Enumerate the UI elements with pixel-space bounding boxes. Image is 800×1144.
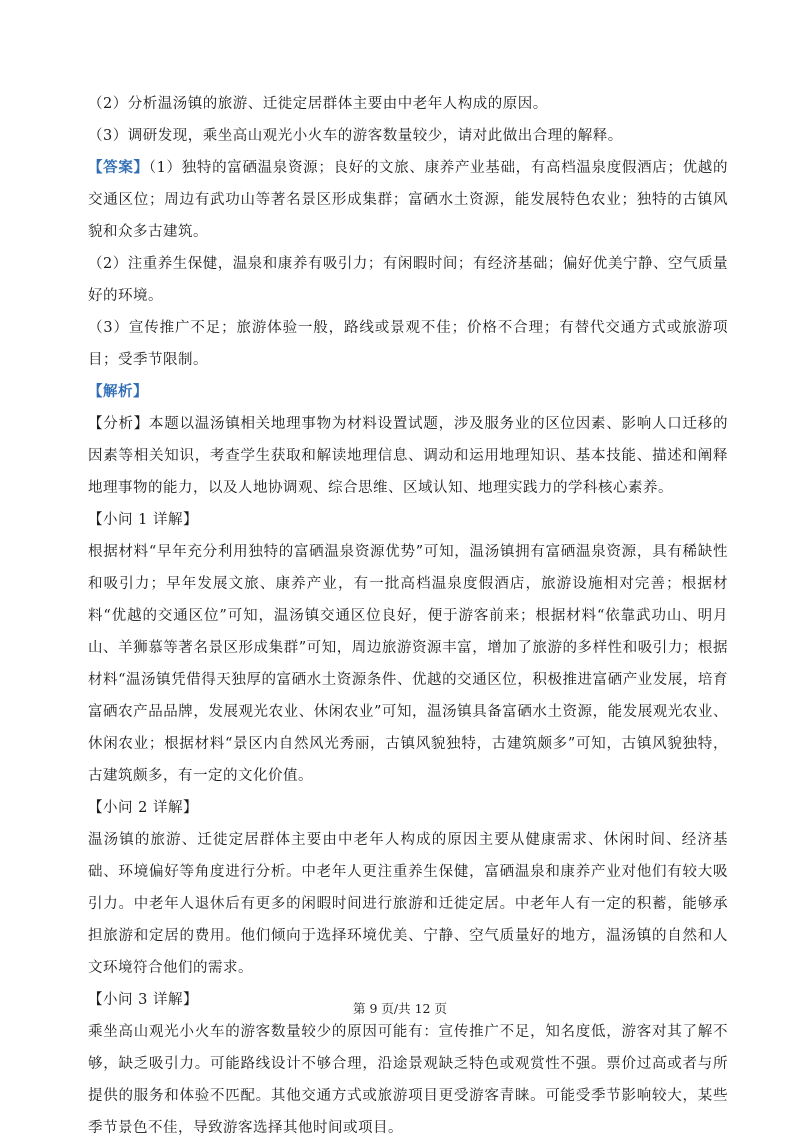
subquestion-2-title: 【小问 2 详解】 xyxy=(88,800,198,816)
answer-part-1 xyxy=(88,152,728,248)
answer-part-3: （3）宣传推广不足；旅游体验一般，路线或景观不佳；价格不合理；有替代交通方式或旅游项目；受季节限制。 xyxy=(88,320,728,368)
subquestion-2-detail: 温汤镇的旅游、迁徙定居群体主要由中老年人构成的原因主要从健康需求、休闲时间、经济基础、环境偏好等角度进行分析。中老年人更注重养生保健，富硒温泉和康养产业对他们有较大吸引力。中老年人退休后有更多的闲暇时间进行旅游和迁徙定居。中老年人有一定的积蓄，能够承担旅游和定居的费用。他们倾向于选择环境优美、宁静、空气质量好的地方，温汤镇的自然和人文环境符合他们的需求。 xyxy=(88,832,728,976)
document-body xyxy=(88,88,728,1144)
question-3: （3）调研发现，乘坐高山观光小火车的游客数量较少，请对此做出合理的解释。 xyxy=(88,128,623,144)
answer-tag: 【答案】 xyxy=(88,159,149,176)
subquestion-3-detail: 乘坐高山观光小火车的游客数量较少的原因可能有：宣传推广不足，知名度低，游客对其了解不够，缺乏吸引力。可能路线设计不够合理，沿途景观缺乏特色或观赏性不强。票价过高或者与所提供的服务和体验不匹配。其他交通方式或旅游项目更受游客青睐。可能受季节影响较大，某些季节景色不佳，导致游客选择其他时间或项目。 xyxy=(88,1024,728,1136)
analysis-overview: 【分析】本题以温汤镇相关地理事物为材料设置试题，涉及服务业的区位因素、影响人口迁移的因素等相关知识，考查学生获取和解读地理信息、调动和运用地理知识、基本技能、描述和阐释地理事物的能力，以及人地协调观、综合思维、区域认知、地理实践力的学科核心素养。 xyxy=(88,416,728,496)
subquestion-1-detail: 根据材料“早年充分利用独特的富硒温泉资源优势”可知，温汤镇拥有富硒温泉资源，具有稀缺性和吸引力；早年发展文旅、康养产业，有一批高档温泉度假酒店，旅游设施相对完善；根据材料“优越的交通区位”可知，温汤镇交通区位良好，便于游客前来；根据材料“依靠武功山、明月山、羊狮慕等著名景区形成集群”可知，周边旅游资源丰富，增加了旅游的多样性和吸引力；根据材料“温汤镇凭借得天独厚的富硒水土资源条件、优越的交通区位，积极推进富硒产业发展，培育富硒农产品品牌，发展观光农业、休闲农业”可知，温汤镇具备富硒水土资源，能发展观光农业、休闲农业；根据材料“景区内自然风光秀丽，古镇风貌独特，古建筑颇多”可知，古镇风貌独特，古建筑颇多，有一定的文化价值。 xyxy=(88,544,728,784)
page-number: 第 9 页/共 12 页 xyxy=(353,1001,447,1016)
subquestion-1-title: 【小问 1 详解】 xyxy=(88,512,198,528)
analysis-tag: 【解析】 xyxy=(88,383,148,400)
answer-part-2: （2）注重养生保健，温泉和康养有吸引力；有闲暇时间；有经济基础；偏好优美宁静、空气质量好的环境。 xyxy=(88,256,728,304)
question-2: （2）分析温汤镇的旅游、迁徙定居群体主要由中老年人构成的原因。 xyxy=(88,96,548,112)
subquestion-3-title: 【小问 3 详解】 xyxy=(88,992,198,1008)
answer-1-text: （1）独特的富硒温泉资源；良好的文旅、康养产业基础，有高档温泉度假酒店；优越的交通区位；周边有武功山等著名景区形成集群；富硒水土资源，能发展特色农业；独特的古镇风貌和众多古建筑。 xyxy=(88,160,728,240)
